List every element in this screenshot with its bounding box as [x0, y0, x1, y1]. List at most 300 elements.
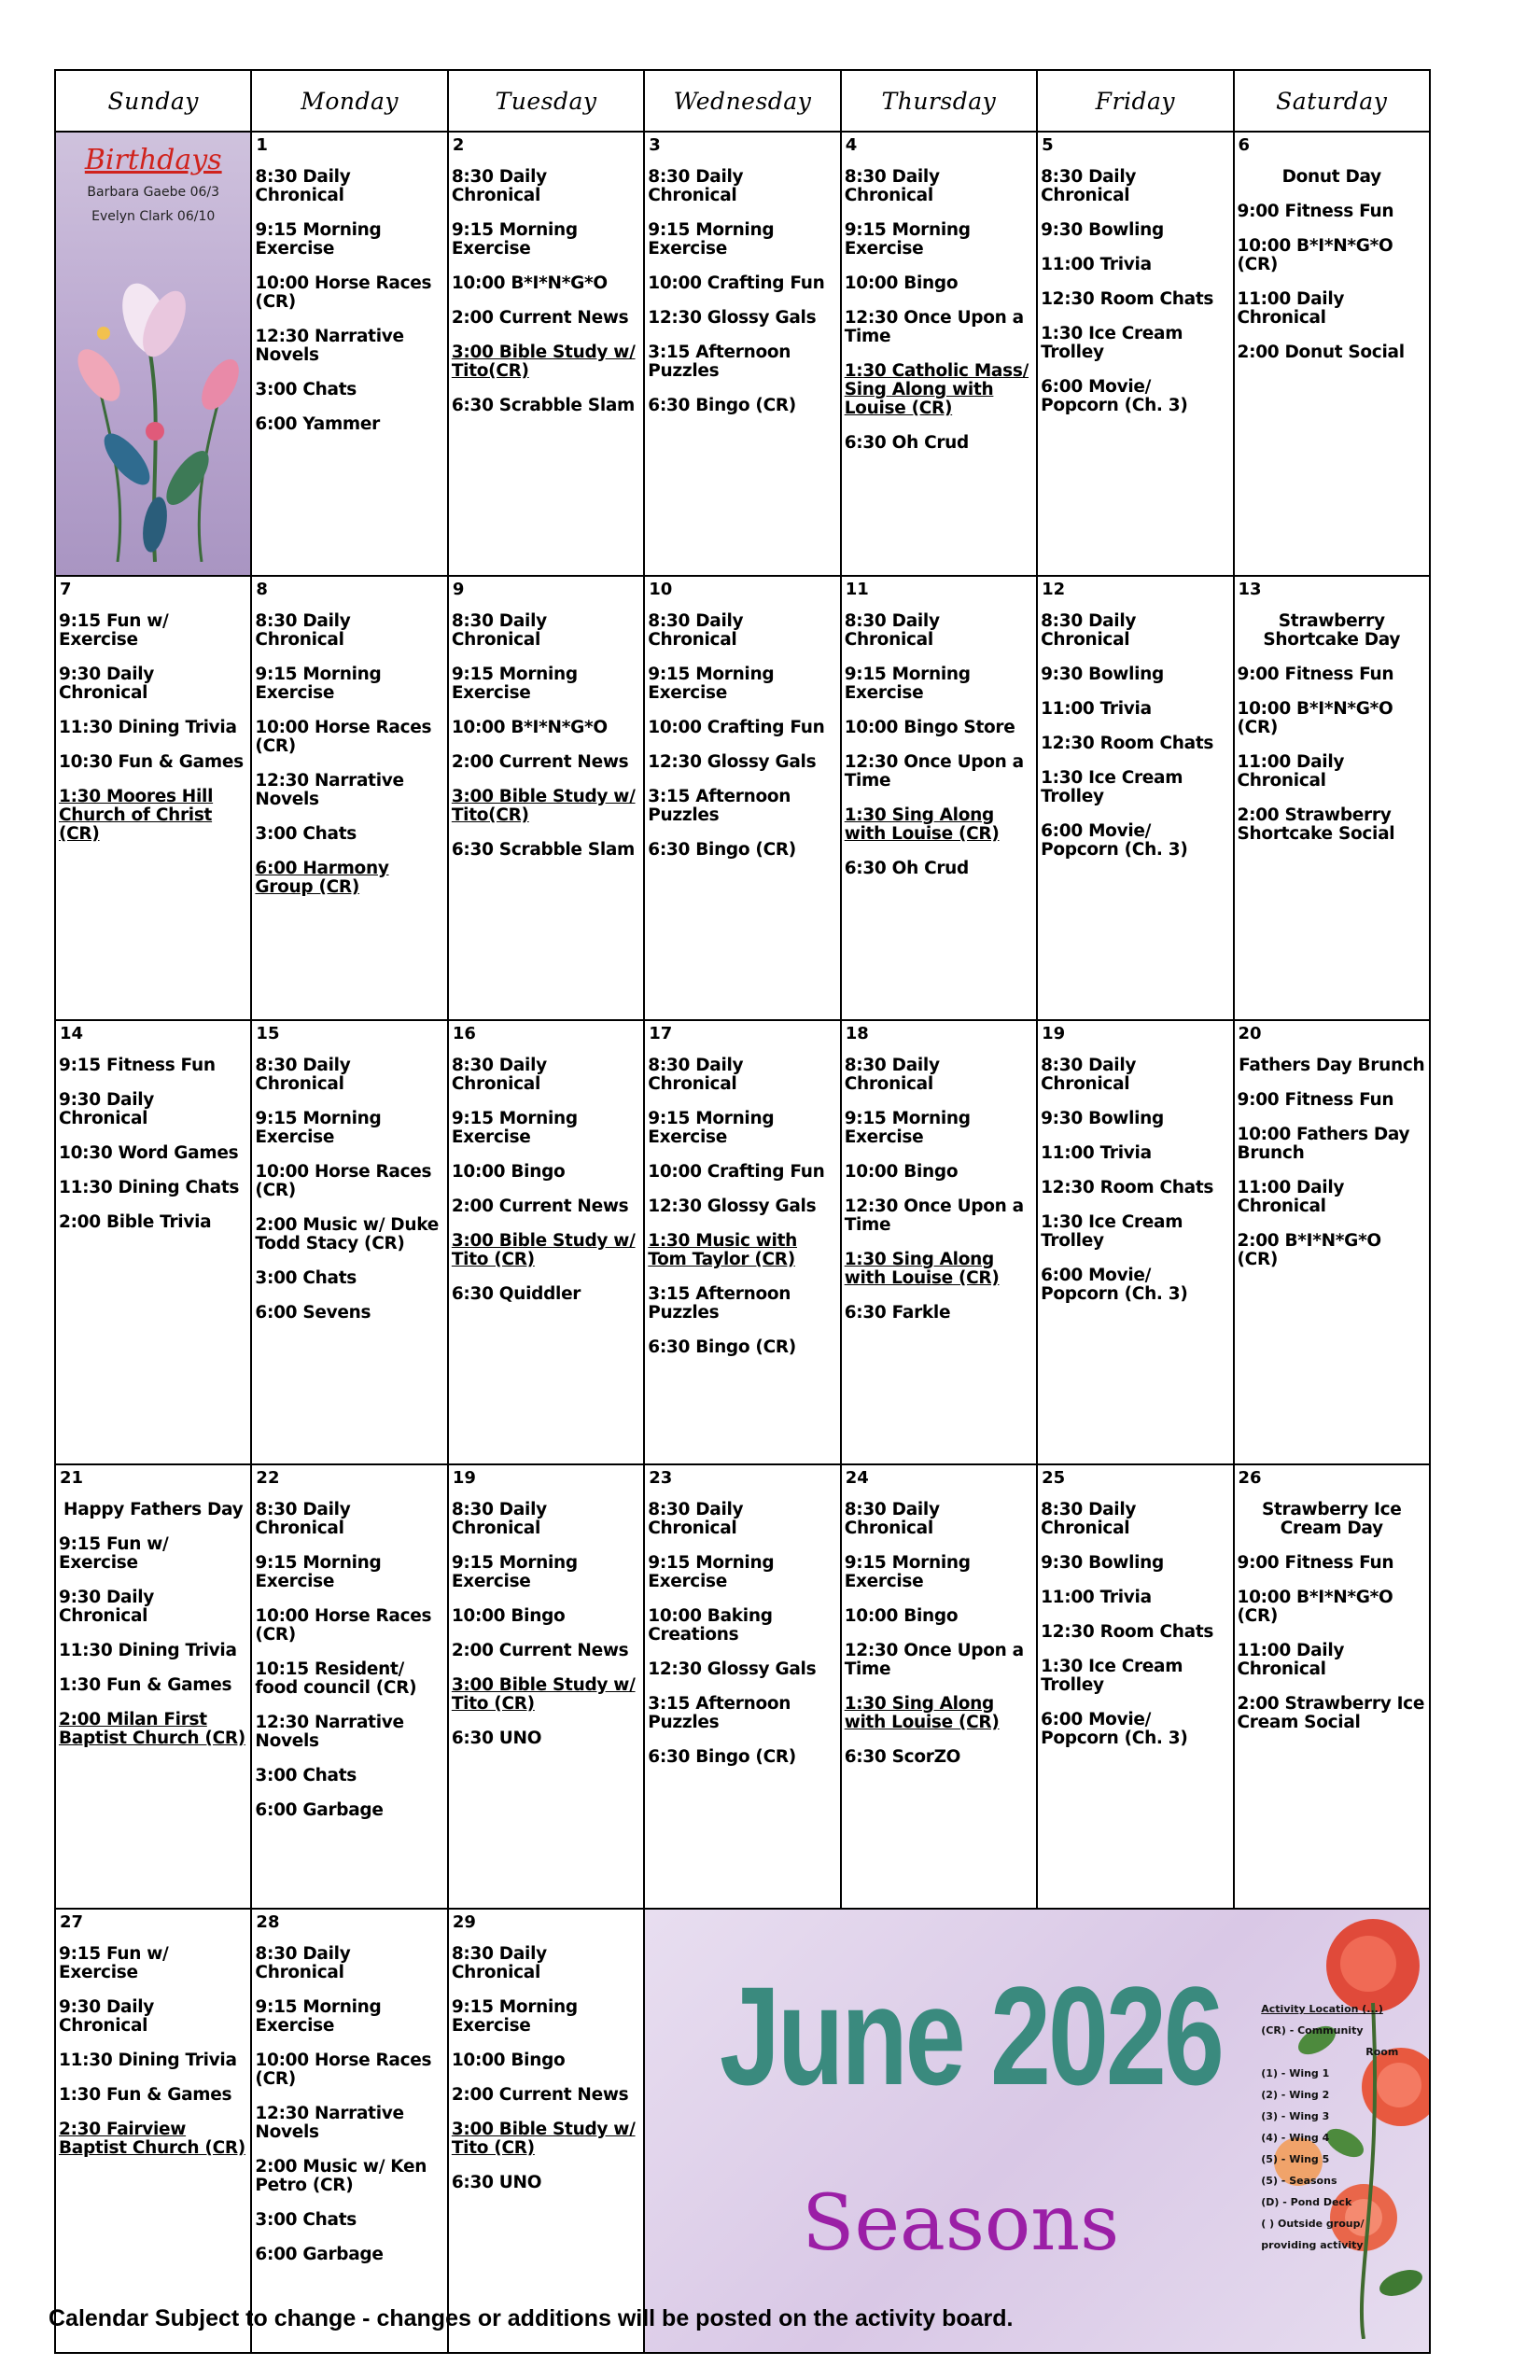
activity-entry: 2:00 Donut Social: [1237, 343, 1405, 362]
activity-entry: 2:00 Current News: [451, 1197, 629, 1216]
day-events: [252, 612, 446, 897]
activity-entry: 6:30 Oh Crud: [844, 859, 969, 878]
activity-entry: 6:00 Yammer: [255, 414, 380, 434]
activity-entry: 12:30 Narrative Novels: [255, 771, 404, 809]
day-number: 17: [649, 1024, 673, 1043]
activity-entry: 6:30 UNO: [451, 1729, 542, 1748]
activity-entry: 9:00 Fitness Fun: [1237, 665, 1394, 684]
day-events: [1038, 612, 1232, 860]
activity-entry: 2:00 Current News: [451, 1641, 629, 1660]
activity-entry: 1:30 Sing Along with Louise (CR): [844, 1250, 1000, 1288]
activity-entry: 11:00 Trivia: [1041, 699, 1152, 719]
activity-entry: 8:30 Daily Chronical: [255, 611, 351, 650]
activity-entry: 3:00 Bible Study w/ Tito(CR): [451, 787, 636, 825]
activity-entry: 6:30 Bingo (CR): [648, 1747, 796, 1767]
day-number: 19: [1042, 1024, 1066, 1043]
activity-entry: 12:30 Glossy Gals: [648, 308, 817, 328]
activity-entry: 11:30 Dining Trivia: [59, 718, 237, 737]
activity-entry: 1:30 Sing Along with Louise (CR): [844, 805, 1000, 844]
birthdays-title: Birthdays: [84, 144, 222, 176]
activity-entry: 8:30 Daily Chronical: [255, 1056, 351, 1094]
activity-entry: 10:00 Baking Creations: [648, 1606, 773, 1645]
month-banner: [644, 1909, 1430, 2353]
activity-entry: 2:00 Current News: [451, 752, 629, 772]
activity-entry: 9:15 Morning Exercise: [451, 1553, 578, 1591]
activity-entry: 9:15 Fitness Fun: [59, 1056, 216, 1075]
activity-entry: 10:00 Bingo: [844, 1162, 959, 1182]
day-events: [842, 168, 1036, 453]
activity-entry: 10:00 Fathers Day Brunch: [1237, 1125, 1410, 1163]
activity-entry: 1:30 Ice Cream Trolley: [1041, 324, 1183, 362]
weekday-header: Wednesday: [644, 70, 840, 132]
activity-entry: 8:30 Daily Chronical: [648, 1500, 744, 1538]
activity-entry: 8:30 Daily Chronical: [451, 167, 547, 205]
activity-entry: 12:30 Once Upon a Time: [844, 752, 1024, 791]
calendar-day-cell: [55, 1464, 251, 1909]
activity-entry: 6:00 Movie/ Popcorn (Ch. 3): [1041, 377, 1188, 415]
day-number: 14: [60, 1024, 84, 1043]
calendar-week-row: [55, 132, 1430, 576]
day-events: [645, 612, 839, 860]
calendar-week-row: [55, 1020, 1430, 1464]
calendar-body: [55, 132, 1430, 2353]
day-number: 1: [256, 135, 268, 155]
month-title: June 2026: [720, 1957, 1223, 2114]
activity-entry: 3:15 Afternoon Puzzles: [648, 1694, 791, 1732]
activity-entry: 3:00 Bible Study w/ Tito (CR): [451, 1231, 636, 1269]
activity-entry: 12:30 Room Chats: [1041, 1622, 1214, 1642]
calendar-day-cell: [55, 576, 251, 1020]
activity-entry: 8:30 Daily Chronical: [844, 611, 940, 650]
activity-entry: 12:30 Once Upon a Time: [844, 308, 1024, 346]
activity-entry: 9:15 Fun w/ Exercise: [59, 1534, 169, 1573]
day-number: 23: [649, 1468, 673, 1488]
legend-entry: (3) - Wing 3: [1261, 2110, 1330, 2122]
activity-entry: 8:30 Daily Chronical: [844, 167, 940, 205]
weekday-header: Tuesday: [448, 70, 644, 132]
calendar-day-cell: [1037, 132, 1233, 576]
activity-entry: 9:15 Morning Exercise: [844, 220, 971, 259]
day-number: 5: [1042, 135, 1054, 155]
activity-entry: 10:00 B*I*N*G*O (CR): [1237, 236, 1393, 274]
activity-entry: 8:30 Daily Chronical: [844, 1500, 940, 1538]
activity-entry: 9:15 Morning Exercise: [648, 665, 775, 703]
activity-entry: 2:00 B*I*N*G*O (CR): [1237, 1231, 1381, 1269]
special-day-title: Strawberry Shortcake Day: [1263, 611, 1401, 650]
activity-entry: 8:30 Daily Chronical: [451, 1056, 547, 1094]
day-number: 28: [256, 1912, 280, 1932]
day-number: 22: [256, 1468, 280, 1488]
activity-entry: 9:30 Bowling: [1041, 665, 1164, 684]
activity-entry: 6:30 UNO: [451, 2173, 542, 2192]
activity-entry: 10:00 Crafting Fun: [648, 273, 825, 293]
activity-entry: 10:00 B*I*N*G*O (CR): [1237, 1588, 1393, 1626]
activity-entry: 9:15 Morning Exercise: [648, 1553, 775, 1591]
legend-entry: (1) - Wing 1: [1261, 2067, 1330, 2079]
legend-entry: (D) - Pond Deck: [1261, 2196, 1352, 2208]
calendar-grid: [54, 69, 1431, 2354]
activity-entry: 10:00 B*I*N*G*O: [451, 273, 608, 293]
activity-entry: 9:00 Fitness Fun: [1237, 202, 1394, 221]
activity-entry: 12:30 Glossy Gals: [648, 1197, 817, 1216]
calendar-day-cell: [1234, 576, 1430, 1020]
activity-entry: 2:30 Fairview Baptist Church (CR): [59, 2120, 245, 2158]
activity-entry: 10:00 Bingo: [844, 1606, 959, 1626]
activity-entry: 1:30 Ice Cream Trolley: [1041, 768, 1183, 806]
day-number: 6: [1238, 135, 1251, 155]
activity-entry: 9:15 Morning Exercise: [451, 1109, 578, 1147]
calendar-week-row: [55, 1909, 1430, 2353]
activity-entry: 8:30 Daily Chronical: [648, 167, 744, 205]
activity-entry: 12:30 Narrative Novels: [255, 2104, 404, 2142]
day-number: 13: [1238, 580, 1262, 599]
activity-entry: 6:30 Quiddler: [451, 1284, 581, 1304]
activity-entry: 10:00 B*I*N*G*O (CR): [1237, 699, 1393, 737]
calendar-footer-note: Calendar Subject to change - changes or additions will be posted on the activity board.: [49, 2305, 1014, 2331]
activity-entry: 9:30 Bowling: [1041, 1109, 1164, 1128]
day-number: 12: [1042, 580, 1066, 599]
activity-entry: 6:00 Movie/ Popcorn (Ch. 3): [1041, 1710, 1188, 1748]
activity-entry: 9:30 Bowling: [1041, 1553, 1164, 1573]
activity-entry: 11:30 Dining Chats: [59, 1178, 240, 1197]
legend-entry: ( ) Outside group/: [1261, 2218, 1365, 2230]
flower-illustration-icon: [62, 245, 248, 562]
activity-entry: 9:30 Daily Chronical: [59, 1090, 155, 1128]
day-number: 27: [60, 1912, 84, 1932]
day-events: [1038, 168, 1232, 415]
weekday-header-row: [55, 70, 1430, 132]
day-events: [449, 1945, 643, 2192]
activity-entry: 8:30 Daily Chronical: [451, 1500, 547, 1538]
day-events: [1235, 1057, 1429, 1269]
day-number: 4: [845, 135, 858, 155]
day-number: 21: [60, 1468, 84, 1488]
activity-entry: 9:15 Morning Exercise: [648, 1109, 775, 1147]
activity-entry: 3:00 Chats: [255, 2210, 357, 2230]
weekday-header: Friday: [1037, 70, 1233, 132]
activity-entry: 10:00 Bingo Store: [844, 718, 1015, 737]
day-events: [449, 1501, 643, 1748]
activity-entry: 10:00 Horse Races (CR): [255, 1162, 432, 1200]
activity-entry: 8:30 Daily Chronical: [648, 1056, 744, 1094]
legend-entry: (4) - Wing 4: [1261, 2132, 1330, 2144]
day-events: [56, 612, 250, 844]
day-number: 8: [256, 580, 268, 599]
day-events: [56, 1945, 250, 2158]
calendar-day-cell: [251, 1909, 447, 2353]
activity-entry: 6:30 Bingo (CR): [648, 840, 796, 860]
calendar-week-row: [55, 576, 1430, 1020]
activity-entry: 12:30 Once Upon a Time: [844, 1197, 1024, 1235]
activity-entry: 10:00 Bingo: [451, 1606, 566, 1626]
activity-entry: 6:30 Scrabble Slam: [451, 396, 636, 415]
activity-entry: 9:15 Morning Exercise: [451, 1997, 578, 2036]
activity-entry: 6:00 Movie/ Popcorn (Ch. 3): [1041, 821, 1188, 860]
activity-entry: 8:30 Daily Chronical: [255, 167, 351, 205]
activity-entry: 6:30 Oh Crud: [844, 433, 969, 453]
activity-entry: 6:30 Bingo (CR): [648, 396, 796, 415]
day-events: [645, 1057, 839, 1357]
activity-entry: 3:00 Bible Study w/ Tito(CR): [451, 343, 636, 381]
day-events: [645, 168, 839, 415]
activity-entry: 9:15 Fun w/ Exercise: [59, 1944, 169, 1982]
calendar-day-cell: [251, 1020, 447, 1464]
activity-entry: 1:30 Fun & Games: [59, 1675, 232, 1695]
calendar-day-cell: [644, 132, 840, 576]
day-events: [1235, 612, 1429, 844]
activity-entry: 9:00 Fitness Fun: [1237, 1553, 1394, 1573]
calendar-day-cell: [1234, 132, 1430, 576]
calendar-day-cell: [448, 1909, 644, 2353]
day-events: [842, 1501, 1036, 1767]
activity-entry: 9:15 Morning Exercise: [255, 665, 382, 703]
activity-entry: 8:30 Daily Chronical: [648, 611, 744, 650]
activity-entry: 11:00 Daily Chronical: [1237, 1178, 1345, 1216]
day-number: 26: [1238, 1468, 1262, 1488]
activity-entry: 12:30 Glossy Gals: [648, 752, 817, 772]
day-number: 9: [452, 580, 465, 599]
activity-entry: 6:00 Garbage: [255, 2245, 384, 2264]
activity-entry: 8:30 Daily Chronical: [451, 611, 547, 650]
activity-entry: 10:00 Horse Races (CR): [255, 2051, 432, 2089]
day-events: [842, 1057, 1036, 1323]
activity-entry: 9:30 Daily Chronical: [59, 1588, 155, 1626]
legend-entry: (2) - Wing 2: [1261, 2089, 1330, 2101]
activity-entry: 9:15 Morning Exercise: [255, 1109, 382, 1147]
activity-entry: 10:00 Bingo: [844, 273, 959, 293]
weekday-header: Sunday: [55, 70, 251, 132]
activity-entry: 9:15 Morning Exercise: [844, 665, 971, 703]
day-number: 20: [1238, 1024, 1262, 1043]
calendar-day-cell: [1234, 1020, 1430, 1464]
activity-entry: 3:00 Chats: [255, 824, 357, 844]
activity-entry: 12:30 Narrative Novels: [255, 1713, 404, 1751]
day-events: [252, 1057, 446, 1323]
activity-entry: 11:00 Trivia: [1041, 255, 1152, 274]
legend-entry: Activity Location (...): [1261, 2003, 1383, 2015]
day-number: 25: [1042, 1468, 1066, 1488]
calendar-day-cell: [251, 576, 447, 1020]
activity-entry: 9:30 Daily Chronical: [59, 665, 155, 703]
calendar-day-cell: [251, 1464, 447, 1909]
calendar-day-cell: [1037, 1020, 1233, 1464]
activity-entry: 9:00 Fitness Fun: [1237, 1090, 1394, 1110]
activity-entry: 6:30 ScorZO: [844, 1747, 961, 1767]
day-events: [252, 1945, 446, 2264]
activity-entry: 11:30 Dining Trivia: [59, 1641, 237, 1660]
legend-entry: (5) - Seasons: [1261, 2175, 1337, 2187]
calendar-week-row: [55, 1464, 1430, 1909]
day-number: 3: [649, 135, 661, 155]
activity-entry: 1:30 Sing Along with Louise (CR): [844, 1694, 1000, 1732]
calendar-day-cell: [448, 132, 644, 576]
activity-entry: 2:00 Current News: [451, 2085, 629, 2105]
activity-entry: 1:30 Catholic Mass/ Sing Along with Louise (CR): [844, 361, 1029, 418]
activity-entry: 3:00 Bible Study w/ Tito (CR): [451, 2120, 636, 2158]
legend-entry: (5) - Wing 5: [1261, 2153, 1330, 2165]
activity-entry: 10:30 Word Games: [59, 1143, 239, 1163]
day-number: 15: [256, 1024, 280, 1043]
activity-entry: 9:30 Bowling: [1041, 220, 1164, 240]
calendar-day-cell: [55, 1909, 251, 2353]
activity-entry: 9:15 Morning Exercise: [648, 220, 775, 259]
activity-entry: 11:00 Daily Chronical: [1237, 752, 1345, 791]
activity-entry: 3:00 Chats: [255, 380, 357, 399]
day-number: 10: [649, 580, 673, 599]
activity-entry: 10:00 Crafting Fun: [648, 1162, 825, 1182]
activity-entry: 6:00 Garbage: [255, 1800, 384, 1820]
day-events: [1038, 1057, 1232, 1304]
facility-name: Seasons: [802, 2179, 1120, 2268]
legend-entry: Room: [1365, 2046, 1399, 2058]
activity-entry: 12:30 Room Chats: [1041, 734, 1214, 753]
day-events: [1235, 1501, 1429, 1732]
activity-entry: 12:30 Narrative Novels: [255, 327, 404, 365]
special-day-title: Fathers Day Brunch: [1239, 1056, 1425, 1075]
activity-entry: 10:00 Horse Races (CR): [255, 273, 432, 312]
activity-entry: 11:00 Daily Chronical: [1237, 289, 1345, 328]
activity-entry: 10:00 Bingo: [451, 1162, 566, 1182]
day-events: [449, 1057, 643, 1304]
day-events: [1038, 1501, 1232, 1748]
activity-entry: 2:00 Bible Trivia: [59, 1212, 212, 1232]
day-events: [252, 168, 446, 434]
activity-entry: 2:00 Current News: [451, 308, 629, 328]
calendar-day-cell: [1037, 1464, 1233, 1909]
day-events: [449, 612, 643, 860]
calendar-day-cell: [644, 1020, 840, 1464]
activity-entry: 9:15 Morning Exercise: [844, 1109, 971, 1147]
activity-entry: 6:30 Farkle: [844, 1303, 951, 1323]
day-events: [56, 1057, 250, 1232]
activity-entry: 1:30 Fun & Games: [59, 2085, 232, 2105]
calendar-day-cell: [841, 1464, 1037, 1909]
calendar-day-cell: [448, 576, 644, 1020]
legend-entry: (CR) - Community: [1261, 2024, 1364, 2037]
weekday-header: Thursday: [841, 70, 1037, 132]
day-number: 29: [452, 1912, 476, 1932]
day-events: [842, 612, 1036, 878]
activity-entry: 9:15 Morning Exercise: [451, 665, 578, 703]
calendar-day-cell: [644, 1464, 840, 1909]
activity-entry: 2:00 Strawberry Ice Cream Social: [1237, 1694, 1425, 1732]
day-number: 18: [845, 1024, 869, 1043]
day-events: [1235, 168, 1429, 362]
activity-entry: 9:30 Daily Chronical: [59, 1997, 155, 2036]
activity-entry: 12:30 Room Chats: [1041, 1178, 1214, 1197]
activity-entry: 8:30 Daily Chronical: [255, 1500, 351, 1538]
day-number: 16: [452, 1024, 476, 1043]
activity-entry: 3:15 Afternoon Puzzles: [648, 787, 791, 825]
activity-entry: 12:30 Glossy Gals: [648, 1659, 817, 1679]
activity-entry: 8:30 Daily Chronical: [1041, 1500, 1137, 1538]
day-events: [449, 168, 643, 415]
activity-entry: 6:00 Movie/ Popcorn (Ch. 3): [1041, 1266, 1188, 1304]
activity-entry: 11:00 Trivia: [1041, 1588, 1152, 1607]
day-events: [645, 1501, 839, 1767]
day-number: 24: [845, 1468, 869, 1488]
calendar-day-cell: [448, 1464, 644, 1909]
activity-entry: 9:15 Morning Exercise: [255, 1997, 382, 2036]
activity-entry: 2:00 Music w/ Duke Todd Stacy (CR): [255, 1215, 439, 1253]
special-day-title: Strawberry Ice Cream Day: [1261, 1500, 1402, 1538]
activity-entry: 10:30 Fun & Games: [59, 752, 244, 772]
day-number: 19: [452, 1468, 476, 1488]
day-events: [56, 1501, 250, 1748]
activity-entry: 9:15 Fun w/ Exercise: [59, 611, 169, 650]
activity-entry: 11:30 Dining Trivia: [59, 2051, 237, 2070]
birthday-entry: Barbara Gaebe 06/3: [87, 185, 220, 200]
activity-entry: 6:30 Bingo (CR): [648, 1337, 796, 1357]
calendar-day-cell: [1234, 1464, 1430, 1909]
calendar-day-cell: [841, 132, 1037, 576]
activity-entry: 1:30 Ice Cream Trolley: [1041, 1657, 1183, 1695]
activity-entry: 8:30 Daily Chronical: [255, 1944, 351, 1982]
activity-entry: 11:00 Trivia: [1041, 1143, 1152, 1163]
activity-entry: 3:15 Afternoon Puzzles: [648, 343, 791, 381]
activity-entry: 3:00 Chats: [255, 1268, 357, 1288]
special-day-title: Donut Day: [1281, 167, 1381, 187]
birthday-entry: Evelyn Clark 06/10: [91, 209, 216, 224]
calendar-day-cell: [55, 1020, 251, 1464]
activity-entry: 1:30 Music with Tom Taylor (CR): [648, 1231, 798, 1269]
activity-entry: 2:00 Music w/ Ken Petro (CR): [255, 2157, 427, 2195]
weekday-header: Monday: [251, 70, 447, 132]
activity-entry: 6:00 Sevens: [255, 1303, 371, 1323]
calendar-day-cell: [448, 1020, 644, 1464]
activity-entry: 8:30 Daily Chronical: [1041, 611, 1137, 650]
activity-entry: 11:00 Daily Chronical: [1237, 1641, 1345, 1679]
weekday-header: Saturday: [1234, 70, 1430, 132]
activity-entry: 2:00 Milan First Baptist Church (CR): [59, 1710, 245, 1748]
activity-entry: 12:30 Room Chats: [1041, 289, 1214, 309]
activity-entry: 10:00 Horse Races (CR): [255, 1606, 432, 1645]
activity-entry: 3:15 Afternoon Puzzles: [648, 1284, 791, 1323]
activity-entry: 3:00 Chats: [255, 1766, 357, 1785]
activity-entry: 10:00 B*I*N*G*O: [451, 718, 608, 737]
activity-entry: 10:00 Crafting Fun: [648, 718, 825, 737]
activity-entry: 8:30 Daily Chronical: [1041, 167, 1137, 205]
activity-entry: 10:00 Bingo: [451, 2051, 566, 2070]
activity-entry: 3:00 Bible Study w/ Tito (CR): [451, 1675, 636, 1714]
activity-entry: 6:30 Scrabble Slam: [451, 840, 636, 860]
day-events: [252, 1501, 446, 1820]
activity-entry: 10:15 Resident/ food council (CR): [255, 1659, 417, 1698]
calendar-day-cell: [1037, 576, 1233, 1020]
activity-entry: 1:30 Moores Hill Church of Christ (CR): [59, 787, 214, 844]
activity-entry: 9:15 Morning Exercise: [451, 220, 578, 259]
calendar-day-cell: [644, 576, 840, 1020]
day-number: 2: [452, 135, 465, 155]
activity-entry: 9:15 Morning Exercise: [255, 1553, 382, 1591]
activity-entry: 8:30 Daily Chronical: [844, 1056, 940, 1094]
activity-entry: 1:30 Ice Cream Trolley: [1041, 1212, 1183, 1251]
day-number: 7: [60, 580, 72, 599]
activity-entry: 9:15 Morning Exercise: [844, 1553, 971, 1591]
legend-entry: providing activity: [1261, 2239, 1364, 2251]
activity-entry: 6:00 Harmony Group (CR): [255, 859, 389, 897]
activity-entry: 9:15 Morning Exercise: [255, 220, 382, 259]
calendar-day-cell: [251, 132, 447, 576]
day-number: 11: [845, 580, 869, 599]
activity-entry: 2:00 Strawberry Shortcake Social: [1237, 805, 1395, 844]
location-legend: [1261, 1998, 1401, 2256]
calendar-day-cell: [841, 576, 1037, 1020]
special-day-title: Happy Fathers Day: [63, 1500, 244, 1519]
birthdays-panel: [55, 132, 251, 576]
activity-entry: 12:30 Once Upon a Time: [844, 1641, 1024, 1679]
calendar-day-cell: [841, 1020, 1037, 1464]
